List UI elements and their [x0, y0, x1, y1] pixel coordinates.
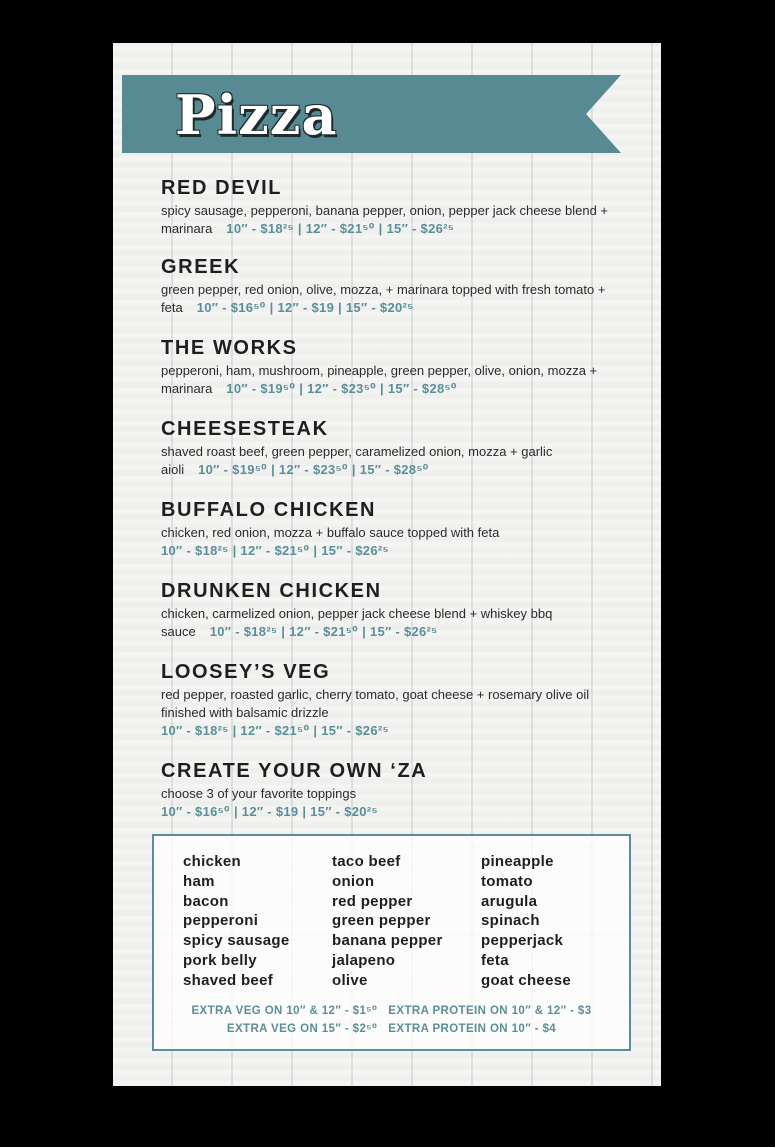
item-prices: 10″ - $18²⁵ | 12″ - $21⁵⁰ | 15″ - $26²⁵	[161, 543, 389, 558]
topping-item: green pepper	[332, 912, 431, 930]
item-name: DRUNKEN CHICKEN	[161, 580, 382, 602]
toppings-box	[152, 834, 631, 1051]
extras-row-2	[154, 1021, 629, 1035]
topping-item: jalapeno	[332, 951, 396, 969]
extra-protein-small: EXTRA PROTEIN ON 10″ & 12″ - $3	[388, 1005, 592, 1017]
item-prices: 10″ - $18²⁵ | 12″ - $21⁵⁰ | 15″ - $26²⁵	[161, 723, 389, 738]
item-prices: 10″ - $19⁵⁰ | 12″ - $23⁵⁰ | 15″ - $28⁵⁰	[198, 462, 429, 477]
topping-item: bacon	[183, 892, 229, 910]
item-description: spicy sausage, pepperoni, banana pepper, onion, pepper jack cheese blend + marinara 10″ - $18²⁵ | 12″ - $21⁵⁰ | 15″ - $26²⁵	[161, 203, 609, 236]
item-name: THE WORKS	[161, 337, 298, 359]
item-name: GREEK	[161, 256, 241, 278]
menu-item-looseys-veg	[161, 661, 621, 740]
item-name: LOOSEY’S VEG	[161, 661, 331, 683]
item-description: choose 3 of your favorite toppings	[161, 786, 357, 801]
item-name: CREATE YOUR OWN ‘ZA	[161, 760, 428, 782]
item-prices: 10″ - $16⁵⁰ | 12″ - $19 | 15″ - $20²⁵	[196, 300, 414, 315]
topping-item: chicken	[183, 853, 241, 870]
menu-item-greek	[161, 256, 621, 317]
topping-item: olive	[332, 971, 368, 989]
topping-item: pork belly	[183, 951, 257, 969]
item-description: red pepper, roasted garlic, cherry tomato, goat cheese + rosemary olive oil finished with balsamic drizzle	[161, 687, 590, 720]
topping-item: pepperjack	[481, 932, 564, 950]
topping-item: spicy sausage	[183, 932, 290, 950]
item-prices: 10″ - $19⁵⁰ | 12″ - $23⁵⁰ | 15″ - $28⁵⁰	[226, 381, 457, 396]
menu-item-drunken-chicken	[161, 580, 621, 641]
topping-item: ham	[183, 872, 215, 890]
topping-item: spinach	[481, 912, 540, 930]
item-description: shaved roast beef, green pepper, caramelized onion, mozza + garlic aioli 10″ - $19⁵⁰ | 12″ - $23⁵⁰ | 15″ - $28⁵⁰	[161, 444, 553, 477]
item-name: CHEESESTEAK	[161, 418, 329, 440]
topping-item: red pepper	[332, 892, 413, 910]
toppings-column-3	[481, 852, 571, 991]
topping-item: arugula	[481, 892, 538, 910]
item-description: chicken, red onion, mozza + buffalo sauce topped with feta	[161, 525, 500, 540]
topping-item: pepperoni	[183, 912, 259, 930]
menu-item-red-devil	[161, 177, 621, 238]
topping-item: shaved beef	[183, 971, 274, 989]
toppings-column-1	[183, 852, 289, 991]
item-description: green pepper, red onion, olive, mozza, + marinara topped with fresh tomato + feta 10″ - $16⁵⁰ | 12″ - $19 | 15″ - $20²⁵	[161, 282, 606, 315]
item-name: BUFFALO CHICKEN	[161, 499, 377, 521]
menu-item-create-your-own	[161, 760, 621, 821]
item-description: chicken, carmelized onion, pepper jack cheese blend + whiskey bbq sauce 10″ - $18²⁵ | 12″ - $21⁵⁰ | 15″ - $26²⁵	[161, 606, 553, 639]
topping-item: onion	[332, 872, 375, 890]
menu-item-buffalo-chicken	[161, 499, 621, 560]
menu-item-the-works	[161, 337, 621, 398]
topping-item: banana pepper	[332, 932, 443, 950]
item-prices: 10″ - $18²⁵ | 12″ - $21⁵⁰ | 15″ - $26²⁵	[226, 221, 455, 236]
item-description: pepperoni, ham, mushroom, pineapple, green pepper, olive, onion, mozza + marinara 10″ - $19⁵⁰ | 12″ - $23⁵⁰ | 15″ - $28⁵⁰	[161, 363, 598, 396]
item-prices: 10″ - $16⁵⁰ | 12″ - $19 | 15″ - $20²⁵	[161, 804, 378, 819]
extra-protein-large: EXTRA PROTEIN ON 10″ - $4	[388, 1023, 557, 1035]
menu-item-cheesesteak	[161, 418, 621, 479]
topping-item: tomato	[481, 872, 533, 890]
item-prices: 10″ - $18²⁵ | 12″ - $21⁵⁰ | 15″ - $26²⁵	[209, 624, 438, 639]
topping-item: taco beef	[332, 853, 401, 870]
topping-item: feta	[481, 951, 509, 969]
page-title: Pizza	[175, 83, 338, 147]
toppings-column-2	[332, 852, 443, 991]
topping-item: goat cheese	[481, 971, 572, 989]
item-name: RED DEVIL	[161, 177, 283, 199]
extras-row-1	[154, 1003, 629, 1017]
extra-veg-large: EXTRA VEG ON 15″ - $2⁵⁰	[226, 1023, 378, 1035]
menu-board	[113, 43, 661, 1086]
topping-item: pineapple	[481, 853, 554, 870]
extra-veg-small: EXTRA VEG ON 10″ & 12″ - $1⁵⁰	[191, 1005, 378, 1017]
